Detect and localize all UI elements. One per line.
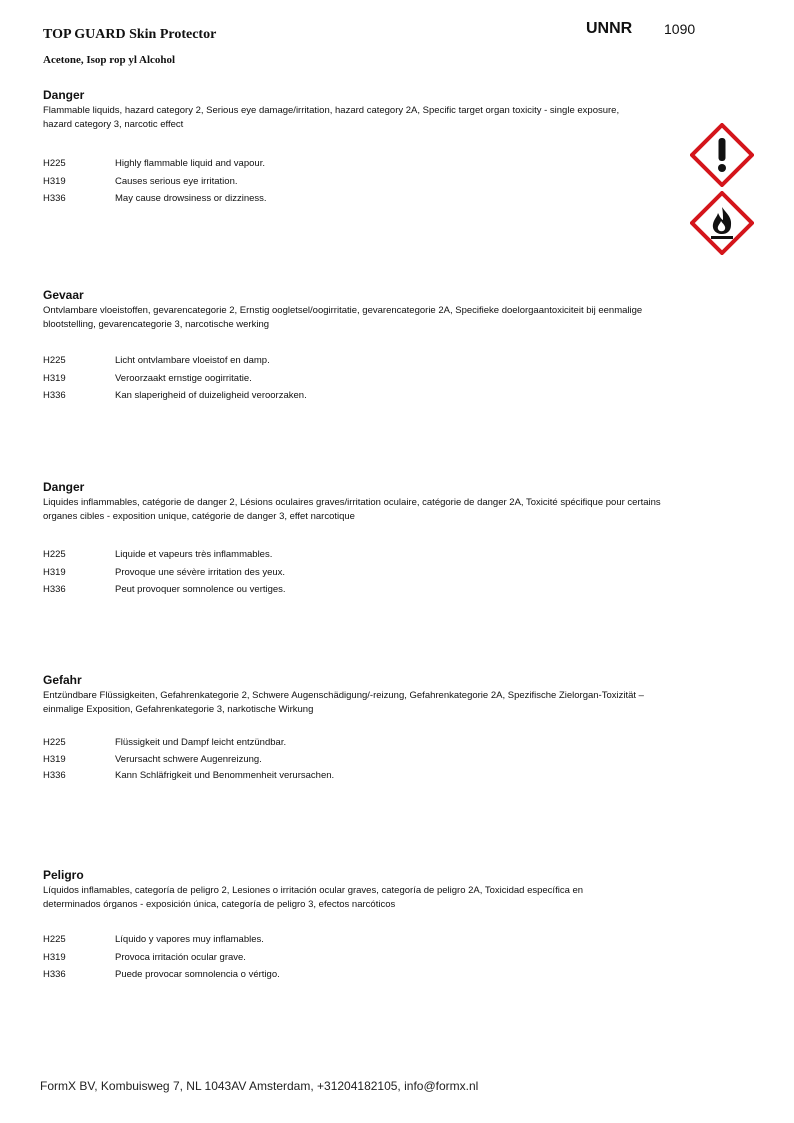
signal-word: Peligro (43, 868, 84, 882)
statement-code: H319 (43, 372, 66, 384)
statement-text: Peut provoquer somnolence ou vertiges. (115, 584, 286, 595)
signal-word: Gevaar (43, 288, 84, 302)
statement-code: H225 (43, 158, 66, 169)
hazard-statements (43, 933, 643, 986)
statement-row (43, 753, 643, 770)
statement-text: Líquido y vapores muy inflamables. (115, 934, 264, 945)
statement-text: Verursacht schwere Augenreizung. (115, 753, 262, 765)
ghs-pictograms (690, 123, 756, 259)
hazard-description: Flammable liquids, hazard category 2, Serious eye damage/irritation, hazard category 2A, Specific target organ toxicity - single exposure, hazard category 3, narcotic effect (43, 105, 620, 130)
statement-code: H225 (43, 737, 66, 748)
statement-text: May cause drowsiness or dizziness. (115, 193, 267, 204)
statement-text: Kann Schläfrigkeit und Benommenheit verursachen. (115, 770, 335, 781)
statement-row (43, 769, 643, 786)
statement-row (43, 566, 643, 584)
statement-row (43, 157, 643, 175)
statement-row (43, 583, 643, 601)
statement-row (43, 951, 643, 969)
statement-code: H319 (43, 951, 66, 963)
statement-text: Puede provocar somnolencia o vértigo. (115, 969, 280, 980)
section-fr (43, 480, 683, 595)
statement-text: Highly flammable liquid and vapour. (115, 158, 265, 169)
statement-code: H336 (43, 584, 66, 595)
statement-row (43, 968, 643, 986)
hazard-statements (43, 548, 643, 601)
statement-code: H336 (43, 969, 66, 980)
section-es (43, 868, 683, 980)
statement-code: H336 (43, 193, 66, 204)
un-number: 1090 (664, 21, 696, 37)
statement-row (43, 372, 643, 390)
hazard-statements (43, 157, 643, 210)
statement-code: H225 (43, 355, 66, 366)
hazard-description: Ontvlambare vloeistoffen, gevarencategorie 2, Ernstig oogletsel/oogirritatie, gevarencategorie 2A, Specifieke doelorgaantoxiciteit bij eenmalige blootstelling, gevarencategorie 3, narcotische werking (43, 305, 643, 330)
statement-code: H336 (43, 390, 66, 401)
hazard-statements (43, 354, 643, 407)
section-nl (43, 288, 683, 401)
section-de (43, 673, 683, 781)
signal-word: Gefahr (43, 673, 82, 687)
signal-word: Danger (43, 88, 85, 102)
statement-text: Kan slaperigheid of duizeligheid veroorzaken. (115, 390, 307, 401)
statement-code: H319 (43, 175, 66, 187)
statement-row (43, 933, 643, 951)
statement-text: Causes serious eye irritation. (115, 175, 238, 187)
hazard-description: Liquides inflammables, catégorie de danger 2, Lésions oculaires graves/irritation oculaire, catégorie de danger 2A, Toxicité spécifique pour certains organes cibles - exposition unique, catégorie de danger 3, effet narcotique (43, 497, 661, 522)
statement-row (43, 389, 643, 407)
un-label: UNNR (586, 20, 633, 37)
signal-word: Danger (43, 480, 85, 494)
product-title: TOP GUARD Skin Protector (43, 27, 217, 42)
statement-text: Veroorzaakt ernstige oogirritatie. (115, 372, 252, 384)
statement-code: H319 (43, 566, 66, 578)
statement-text: Provoca irritación ocular grave. (115, 951, 246, 963)
statement-text: Liquide et vapeurs très inflammables. (115, 549, 273, 560)
statement-code: H225 (43, 549, 66, 560)
hazard-statements (43, 736, 643, 786)
footer-address: FormX BV, Kombuisweg 7, NL 1043AV Amsterdam, +31204182105, info@formx.nl (40, 1079, 479, 1093)
exclamation-mark-icon (690, 123, 754, 187)
statement-row (43, 192, 643, 210)
statement-text: Provoque une sévère irritation des yeux. (115, 566, 286, 578)
hazard-description: Entzündbare Flüssigkeiten, Gefahrenkategorie 2, Schwere Augenschädigung/-reizung, Gefahrenkategorie 2A, Spezifische Zielorgan-Toxizität – einmalige Exposition, Gefahrenkategorie 3, narkotische Wirkung (43, 690, 644, 715)
ingredients-subtitle: Acetone, Isop rop yl Alcohol (43, 54, 176, 66)
statement-row (43, 354, 643, 372)
statement-code: H319 (43, 753, 66, 765)
section-en (43, 88, 683, 204)
statement-code: H336 (43, 770, 66, 781)
statement-code: H225 (43, 934, 66, 945)
statement-text: Licht ontvlambare vloeistof en damp. (115, 355, 270, 366)
statement-text: Flüssigkeit und Dampf leicht entzündbar. (115, 737, 287, 748)
flame-icon (690, 191, 754, 255)
statement-row (43, 175, 643, 193)
statement-row (43, 548, 643, 566)
statement-row (43, 736, 643, 753)
hazard-description: Líquidos inflamables, categoría de peligro 2, Lesiones o irritación ocular graves, categoría de peligro 2A, Toxicidad específica en determinados órganos - exposición única, categoría de peligro 3, efectos narcóticos (43, 885, 584, 910)
